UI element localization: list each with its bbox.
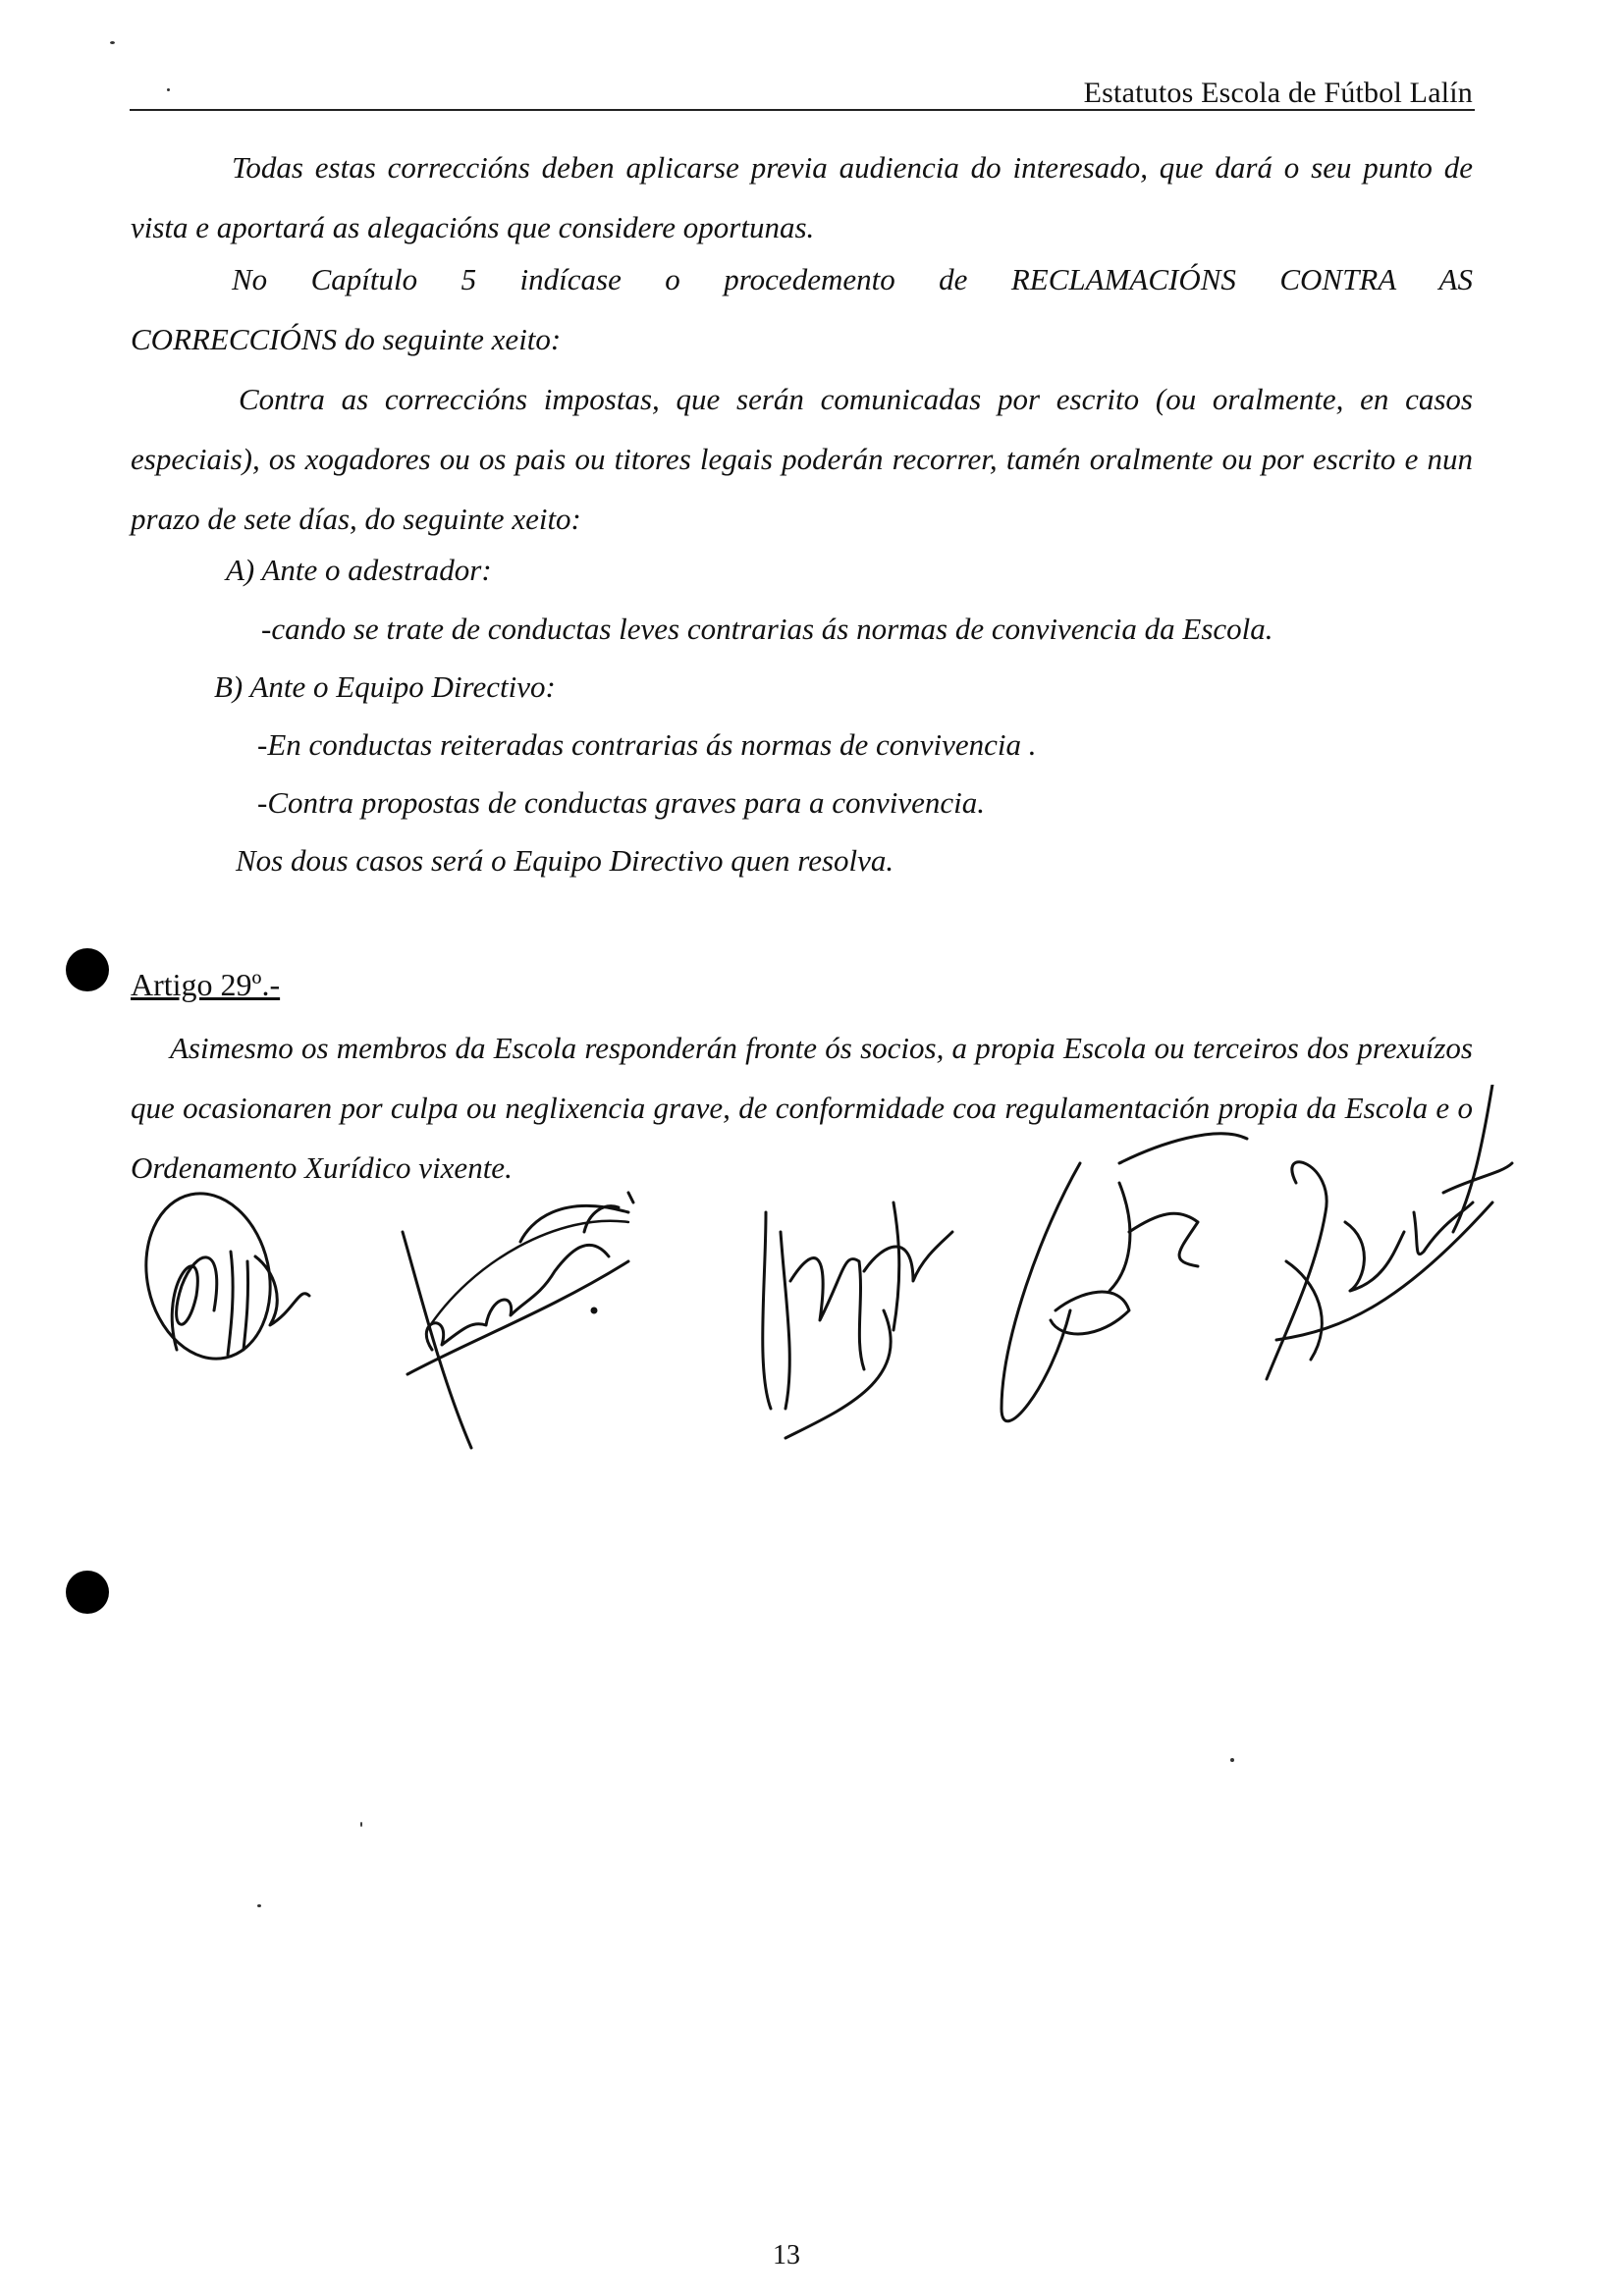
item-a-detail: -cando se trate de conductas leves contrarias ás normas de convivencia da Escola. (261, 612, 1273, 646)
signature-4 (1001, 1134, 1247, 1421)
article-heading: Artigo 29º.- (131, 967, 281, 1002)
scan-speck (1230, 1758, 1234, 1762)
item-b: B) Ante o Equipo Directivo: (214, 669, 556, 704)
closing-sentence: Nos dous casos será o Equipo Directivo quen resolva. (236, 843, 894, 878)
paragraph-chapter5-line1: No Capítulo 5 indícase o procedemento de RECLAMACIÓNS CONTRA AS (232, 262, 1473, 296)
scan-speck (257, 1904, 261, 1907)
running-header: Estatutos Escola de Fútbol Lalín (1083, 77, 1473, 109)
scan-speck (360, 1822, 362, 1827)
scan-speck (110, 41, 115, 44)
paragraph-appeals: Contra as correccións impostas, que serán comunicadas por escrito (ou oralmente, en casos especiais), os xogadores ou os pais ou titores legais poderán recorrer, tamén oralmente ou por escrito e nun prazo de sete días, do seguinte xeito: (131, 382, 1473, 536)
handwritten-signatures (137, 1085, 1522, 1458)
binder-hole-mark-lower (66, 1571, 109, 1614)
binder-hole-mark (66, 948, 109, 991)
item-a: A) Ante o adestrador: (226, 553, 492, 587)
paragraph-chapter5-line2: CORRECCIÓNS do seguinte xeito: (131, 322, 562, 356)
scan-speck (167, 88, 170, 91)
signatures-block (137, 1085, 1522, 1458)
signature-2 (403, 1193, 633, 1448)
signature-3 (763, 1202, 952, 1438)
item-b-detail-2: -Contra propostas de conductas graves para a convivencia. (257, 785, 986, 820)
page-number: 13 (773, 2240, 800, 2270)
paragraph-corrections-hearing: Todas estas correccións deben aplicarse previa audiencia do interesado, que dará o seu punto de vista e aportará as alegacións que considere oportunas. (131, 150, 1473, 244)
header-rule (130, 109, 1475, 111)
signature-5 (1267, 1085, 1512, 1379)
item-b-detail-1: -En conductas reiteradas contrarias ás normas de convivencia . (257, 727, 1037, 762)
article-29-text: Asimesmo os membros da Escola responderán fronte ós socios, a propia Escola ou terceiros dos prexuízos que ocasionaren por culpa ou neglixencia grave, de conformidade coa regulamentación propia da Escola e o Ordenamento Xurídico vixente. (131, 1031, 1473, 1185)
signature-1 (137, 1182, 309, 1370)
